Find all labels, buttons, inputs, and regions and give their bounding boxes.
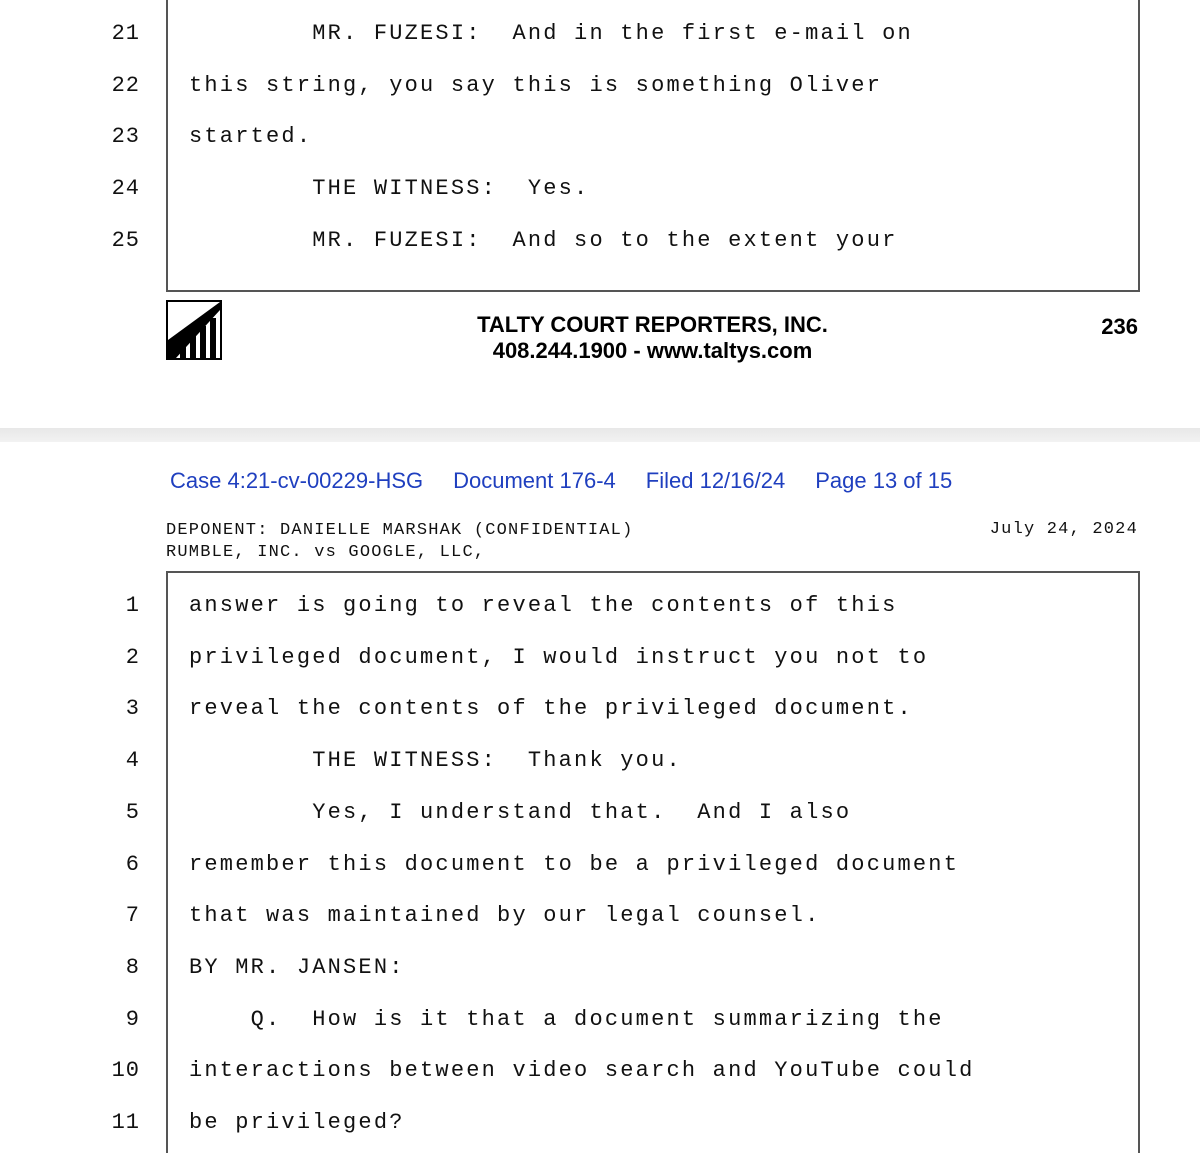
line-text: THE WITNESS: Yes. xyxy=(189,176,590,201)
page-separator xyxy=(0,428,1200,442)
deponent-label: DEPONENT: DANIELLE MARSHAK (CONFIDENTIAL) xyxy=(166,521,634,540)
current-transcript-page xyxy=(0,442,1200,1153)
line-number: 11 xyxy=(111,1110,140,1135)
line-number: 25 xyxy=(111,228,140,253)
line-number: 22 xyxy=(111,73,140,98)
line-text: reveal the contents of the privileged document. xyxy=(189,696,913,721)
line-text: be privileged? xyxy=(189,1110,405,1135)
line-number: 23 xyxy=(111,124,140,149)
filed-date: Filed 12/16/24 xyxy=(645,468,786,493)
line-text: MR. FUZESI: And so to the extent your xyxy=(189,228,898,253)
deposition-date: July 24, 2024 xyxy=(989,520,1138,539)
line-text: remember this document to be a privileged document xyxy=(189,852,960,877)
line-number: 24 xyxy=(111,176,140,201)
document-number: Document 176-4 xyxy=(453,468,616,493)
line-number: 6 xyxy=(125,852,140,877)
page-count: Page 13 of 15 xyxy=(815,468,953,493)
line-text: Q. How is it that a document summarizing the xyxy=(189,1007,944,1032)
line-number: 7 xyxy=(125,903,140,928)
line-text: that was maintained by our legal counsel. xyxy=(189,903,821,928)
line-number: 10 xyxy=(111,1058,140,1083)
previous-transcript-page xyxy=(0,0,1200,428)
line-text: interactions between video search and YouTube could xyxy=(189,1058,975,1083)
court-reporter-logo-icon xyxy=(166,300,222,360)
line-text: BY MR. JANSEN: xyxy=(189,955,405,980)
transcript-page-number: 236 xyxy=(1101,314,1138,339)
line-number: 21 xyxy=(111,21,140,46)
line-text: this string, you say this is something Oliver xyxy=(189,73,883,98)
line-number: 3 xyxy=(125,696,140,721)
company-name: TALTY COURT REPORTERS, INC. xyxy=(477,312,828,337)
deposition-header xyxy=(166,520,633,564)
line-text: started. xyxy=(189,124,313,149)
line-number: 4 xyxy=(125,748,140,773)
court-reporter-footer xyxy=(405,312,900,364)
line-number: 2 xyxy=(125,645,140,670)
line-text: MR. FUZESI: And in the first e-mail on xyxy=(189,21,913,46)
ecf-filing-header xyxy=(170,468,982,494)
case-number: Case 4:21-cv-00229-HSG xyxy=(170,468,424,493)
line-text: THE WITNESS: Thank you. xyxy=(189,748,682,773)
line-number: 5 xyxy=(125,800,140,825)
line-number: 9 xyxy=(125,1007,140,1032)
line-text: Yes, I understand that. And I also xyxy=(189,800,852,825)
case-title: RUMBLE, INC. vs GOOGLE, LLC, xyxy=(166,543,486,562)
company-contact: 408.244.1900 - www.taltys.com xyxy=(492,338,813,363)
line-number: 1 xyxy=(125,593,140,618)
line-text: privileged document, I would instruct you not to xyxy=(189,645,929,670)
line-text: answer is going to reveal the contents of this xyxy=(189,593,898,618)
line-number: 8 xyxy=(125,955,140,980)
